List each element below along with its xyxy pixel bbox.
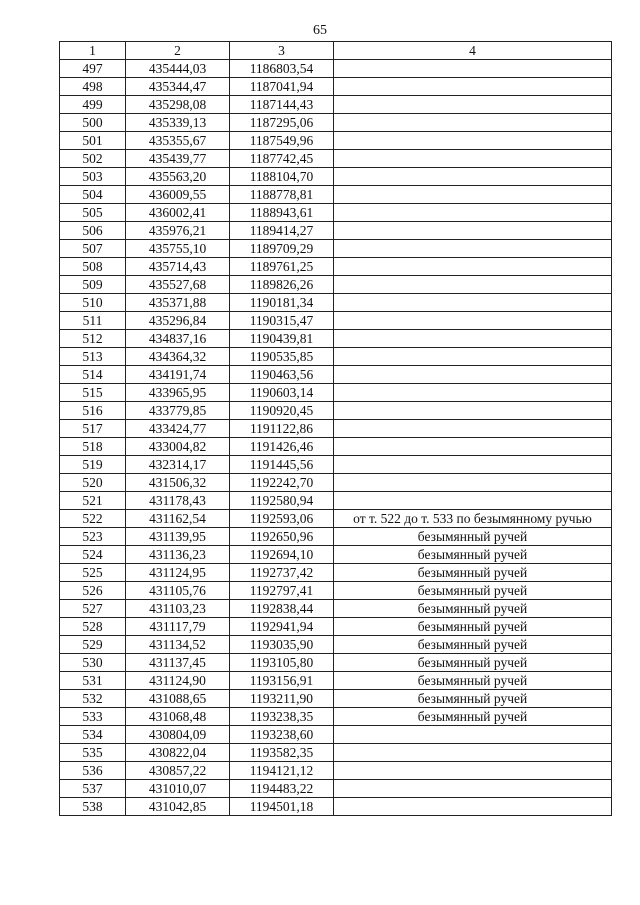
- note-cell: [334, 366, 612, 384]
- y-coordinate-cell: 1193238,35: [230, 708, 334, 726]
- point-number-cell: 513: [60, 348, 126, 366]
- table-row: [60, 546, 612, 564]
- note-cell: [334, 438, 612, 456]
- table-row: [60, 744, 612, 762]
- header-row: [60, 42, 612, 60]
- table-row: [60, 348, 612, 366]
- table-row: [60, 636, 612, 654]
- note-cell: [334, 312, 612, 330]
- point-number-cell: 511: [60, 312, 126, 330]
- table-row: [60, 726, 612, 744]
- table-row: [60, 438, 612, 456]
- point-number-cell: 526: [60, 582, 126, 600]
- table-row: [60, 114, 612, 132]
- table-row: [60, 240, 612, 258]
- note-cell: [334, 114, 612, 132]
- y-coordinate-cell: 1193211,90: [230, 690, 334, 708]
- page-number: 65: [313, 23, 327, 38]
- column-header-3: 3: [230, 42, 334, 60]
- y-coordinate-cell: 1189826,26: [230, 276, 334, 294]
- point-number-cell: 501: [60, 132, 126, 150]
- y-coordinate-cell: 1192694,10: [230, 546, 334, 564]
- y-coordinate-cell: 1192242,70: [230, 474, 334, 492]
- note-cell: безымянный ручей: [334, 546, 612, 564]
- x-coordinate-cell: 433965,95: [126, 384, 230, 402]
- note-cell: [334, 348, 612, 366]
- note-cell: [334, 258, 612, 276]
- note-cell: от т. 522 до т. 533 по безымянному ручью: [334, 510, 612, 528]
- note-cell: безымянный ручей: [334, 528, 612, 546]
- y-coordinate-cell: 1192580,94: [230, 492, 334, 510]
- y-coordinate-cell: 1189414,27: [230, 222, 334, 240]
- note-cell: [334, 474, 612, 492]
- point-number-cell: 521: [60, 492, 126, 510]
- table-body: [60, 60, 612, 816]
- note-cell: безымянный ручей: [334, 672, 612, 690]
- point-number-cell: 498: [60, 78, 126, 96]
- note-cell: [334, 294, 612, 312]
- x-coordinate-cell: 435976,21: [126, 222, 230, 240]
- table-row: [60, 60, 612, 78]
- x-coordinate-cell: 431105,76: [126, 582, 230, 600]
- table-row: [60, 654, 612, 672]
- y-coordinate-cell: 1188778,81: [230, 186, 334, 204]
- x-coordinate-cell: 435339,13: [126, 114, 230, 132]
- table-row: [60, 708, 612, 726]
- point-number-cell: 517: [60, 420, 126, 438]
- x-coordinate-cell: 431103,23: [126, 600, 230, 618]
- point-number-cell: 518: [60, 438, 126, 456]
- x-coordinate-cell: 435296,84: [126, 312, 230, 330]
- note-cell: [334, 96, 612, 114]
- note-cell: [334, 420, 612, 438]
- y-coordinate-cell: 1192941,94: [230, 618, 334, 636]
- note-cell: [334, 132, 612, 150]
- note-cell: безымянный ручей: [334, 690, 612, 708]
- point-number-cell: 508: [60, 258, 126, 276]
- point-number-cell: 504: [60, 186, 126, 204]
- point-number-cell: 531: [60, 672, 126, 690]
- y-coordinate-cell: 1194501,18: [230, 798, 334, 816]
- y-coordinate-cell: 1192737,42: [230, 564, 334, 582]
- note-cell: [334, 456, 612, 474]
- x-coordinate-cell: 435344,47: [126, 78, 230, 96]
- point-number-cell: 503: [60, 168, 126, 186]
- note-cell: [334, 744, 612, 762]
- point-number-cell: 538: [60, 798, 126, 816]
- point-number-cell: 532: [60, 690, 126, 708]
- point-number-cell: 527: [60, 600, 126, 618]
- table-row: [60, 456, 612, 474]
- table-row: [60, 690, 612, 708]
- table-row: [60, 294, 612, 312]
- y-coordinate-cell: 1190181,34: [230, 294, 334, 312]
- table-row: [60, 510, 612, 528]
- point-number-cell: 510: [60, 294, 126, 312]
- x-coordinate-cell: 436002,41: [126, 204, 230, 222]
- point-number-cell: 515: [60, 384, 126, 402]
- note-cell: [334, 762, 612, 780]
- table-row: [60, 528, 612, 546]
- x-coordinate-cell: 434364,32: [126, 348, 230, 366]
- point-number-cell: 509: [60, 276, 126, 294]
- x-coordinate-cell: 430822,04: [126, 744, 230, 762]
- note-cell: [334, 798, 612, 816]
- y-coordinate-cell: 1186803,54: [230, 60, 334, 78]
- y-coordinate-cell: 1193156,91: [230, 672, 334, 690]
- x-coordinate-cell: 435714,43: [126, 258, 230, 276]
- table-row: [60, 186, 612, 204]
- point-number-cell: 535: [60, 744, 126, 762]
- y-coordinate-cell: 1188943,61: [230, 204, 334, 222]
- point-number-cell: 497: [60, 60, 126, 78]
- point-number-cell: 499: [60, 96, 126, 114]
- note-cell: безымянный ручей: [334, 654, 612, 672]
- x-coordinate-cell: 431124,95: [126, 564, 230, 582]
- x-coordinate-cell: 431136,23: [126, 546, 230, 564]
- point-number-cell: 523: [60, 528, 126, 546]
- table-row: [60, 384, 612, 402]
- y-coordinate-cell: 1189709,29: [230, 240, 334, 258]
- y-coordinate-cell: 1187295,06: [230, 114, 334, 132]
- x-coordinate-cell: 431139,95: [126, 528, 230, 546]
- x-coordinate-cell: 431088,65: [126, 690, 230, 708]
- note-cell: безымянный ручей: [334, 636, 612, 654]
- y-coordinate-cell: 1190535,85: [230, 348, 334, 366]
- y-coordinate-cell: 1192797,41: [230, 582, 334, 600]
- x-coordinate-cell: 433424,77: [126, 420, 230, 438]
- note-cell: [334, 276, 612, 294]
- y-coordinate-cell: 1187144,43: [230, 96, 334, 114]
- x-coordinate-cell: 435755,10: [126, 240, 230, 258]
- table-row: [60, 168, 612, 186]
- note-cell: [334, 726, 612, 744]
- x-coordinate-cell: 435439,77: [126, 150, 230, 168]
- y-coordinate-cell: 1187041,94: [230, 78, 334, 96]
- x-coordinate-cell: 431162,54: [126, 510, 230, 528]
- x-coordinate-cell: 430804,09: [126, 726, 230, 744]
- x-coordinate-cell: 431178,43: [126, 492, 230, 510]
- point-number-cell: 528: [60, 618, 126, 636]
- x-coordinate-cell: 435371,88: [126, 294, 230, 312]
- point-number-cell: 524: [60, 546, 126, 564]
- x-coordinate-cell: 434191,74: [126, 366, 230, 384]
- note-cell: [334, 492, 612, 510]
- table-row: [60, 672, 612, 690]
- note-cell: [334, 240, 612, 258]
- x-coordinate-cell: 435527,68: [126, 276, 230, 294]
- table-row: [60, 312, 612, 330]
- y-coordinate-cell: 1193582,35: [230, 744, 334, 762]
- x-coordinate-cell: 433779,85: [126, 402, 230, 420]
- x-coordinate-cell: 430857,22: [126, 762, 230, 780]
- y-coordinate-cell: 1190603,14: [230, 384, 334, 402]
- y-coordinate-cell: 1191122,86: [230, 420, 334, 438]
- column-header-2: 2: [126, 42, 230, 60]
- y-coordinate-cell: 1188104,70: [230, 168, 334, 186]
- x-coordinate-cell: 434837,16: [126, 330, 230, 348]
- y-coordinate-cell: 1190315,47: [230, 312, 334, 330]
- table-row: [60, 204, 612, 222]
- note-cell: [334, 60, 612, 78]
- note-cell: [334, 402, 612, 420]
- table-row: [60, 276, 612, 294]
- note-cell: безымянный ручей: [334, 564, 612, 582]
- point-number-cell: 506: [60, 222, 126, 240]
- point-number-cell: 514: [60, 366, 126, 384]
- table-row: [60, 402, 612, 420]
- y-coordinate-cell: 1193105,80: [230, 654, 334, 672]
- note-cell: [334, 150, 612, 168]
- x-coordinate-cell: 435355,67: [126, 132, 230, 150]
- table-row: [60, 222, 612, 240]
- note-cell: [334, 222, 612, 240]
- note-cell: [334, 204, 612, 222]
- y-coordinate-cell: 1190463,56: [230, 366, 334, 384]
- point-number-cell: 516: [60, 402, 126, 420]
- point-number-cell: 507: [60, 240, 126, 258]
- table-row: [60, 600, 612, 618]
- note-cell: безымянный ручей: [334, 708, 612, 726]
- table-row: [60, 330, 612, 348]
- note-cell: [334, 168, 612, 186]
- point-number-cell: 522: [60, 510, 126, 528]
- point-number-cell: 525: [60, 564, 126, 582]
- y-coordinate-cell: 1192650,96: [230, 528, 334, 546]
- table-row: [60, 420, 612, 438]
- point-number-cell: 520: [60, 474, 126, 492]
- x-coordinate-cell: 431134,52: [126, 636, 230, 654]
- point-number-cell: 536: [60, 762, 126, 780]
- y-coordinate-cell: 1192838,44: [230, 600, 334, 618]
- x-coordinate-cell: 435563,20: [126, 168, 230, 186]
- x-coordinate-cell: 435298,08: [126, 96, 230, 114]
- y-coordinate-cell: 1194121,12: [230, 762, 334, 780]
- note-cell: безымянный ручей: [334, 618, 612, 636]
- note-cell: безымянный ручей: [334, 582, 612, 600]
- y-coordinate-cell: 1191426,46: [230, 438, 334, 456]
- x-coordinate-cell: 431042,85: [126, 798, 230, 816]
- table-row: [60, 366, 612, 384]
- x-coordinate-cell: 436009,55: [126, 186, 230, 204]
- point-number-cell: 502: [60, 150, 126, 168]
- column-header-1: 1: [60, 42, 126, 60]
- note-cell: [334, 78, 612, 96]
- column-header-4: 4: [334, 42, 612, 60]
- point-number-cell: 529: [60, 636, 126, 654]
- y-coordinate-cell: 1190920,45: [230, 402, 334, 420]
- y-coordinate-cell: 1187742,45: [230, 150, 334, 168]
- table-row: [60, 150, 612, 168]
- point-number-cell: 530: [60, 654, 126, 672]
- point-number-cell: 512: [60, 330, 126, 348]
- x-coordinate-cell: 431124,90: [126, 672, 230, 690]
- table-row: [60, 258, 612, 276]
- y-coordinate-cell: 1191445,56: [230, 456, 334, 474]
- table-row: [60, 132, 612, 150]
- y-coordinate-cell: 1190439,81: [230, 330, 334, 348]
- y-coordinate-cell: 1193238,60: [230, 726, 334, 744]
- point-number-cell: 505: [60, 204, 126, 222]
- note-cell: [334, 384, 612, 402]
- x-coordinate-cell: 431010,07: [126, 780, 230, 798]
- y-coordinate-cell: 1187549,96: [230, 132, 334, 150]
- table-row: [60, 474, 612, 492]
- point-number-cell: 537: [60, 780, 126, 798]
- table-row: [60, 618, 612, 636]
- point-number-cell: 533: [60, 708, 126, 726]
- x-coordinate-cell: 431068,48: [126, 708, 230, 726]
- x-coordinate-cell: 433004,82: [126, 438, 230, 456]
- x-coordinate-cell: 432314,17: [126, 456, 230, 474]
- table-row: [60, 96, 612, 114]
- note-cell: безымянный ручей: [334, 600, 612, 618]
- table-row: [60, 564, 612, 582]
- x-coordinate-cell: 431117,79: [126, 618, 230, 636]
- table-row: [60, 780, 612, 798]
- table-row: [60, 582, 612, 600]
- y-coordinate-cell: 1193035,90: [230, 636, 334, 654]
- y-coordinate-cell: 1194483,22: [230, 780, 334, 798]
- table-row: [60, 762, 612, 780]
- note-cell: [334, 186, 612, 204]
- point-number-cell: 500: [60, 114, 126, 132]
- x-coordinate-cell: 431137,45: [126, 654, 230, 672]
- x-coordinate-cell: 431506,32: [126, 474, 230, 492]
- table-row: [60, 78, 612, 96]
- point-number-cell: 534: [60, 726, 126, 744]
- note-cell: [334, 330, 612, 348]
- table-row: [60, 492, 612, 510]
- point-number-cell: 519: [60, 456, 126, 474]
- y-coordinate-cell: 1192593,06: [230, 510, 334, 528]
- coordinates-table: [59, 41, 612, 816]
- x-coordinate-cell: 435444,03: [126, 60, 230, 78]
- table-row: [60, 798, 612, 816]
- note-cell: [334, 780, 612, 798]
- y-coordinate-cell: 1189761,25: [230, 258, 334, 276]
